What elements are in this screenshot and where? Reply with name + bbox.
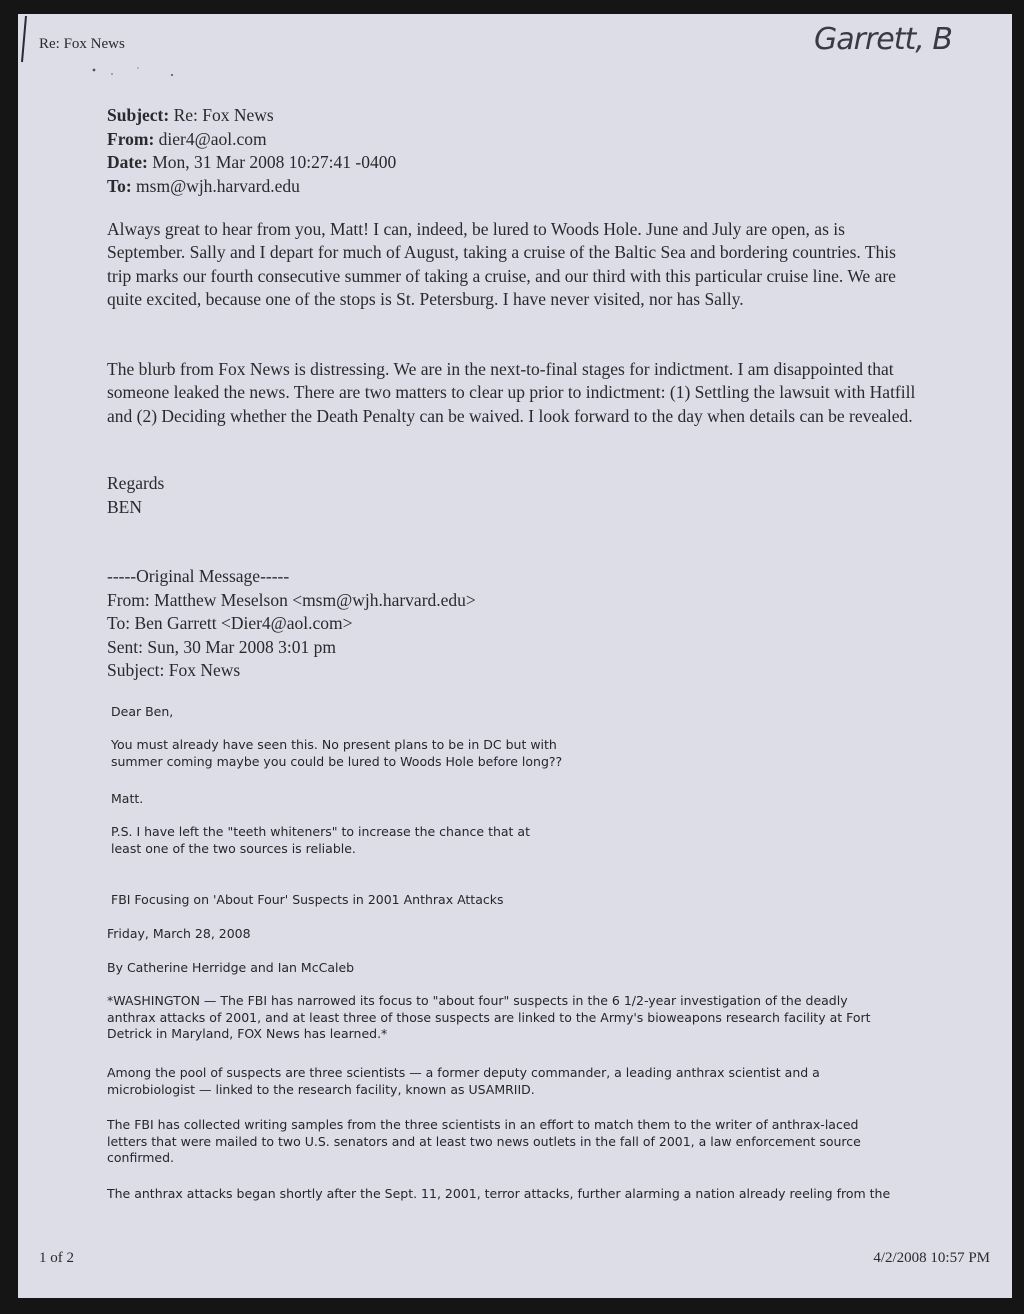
print-header-title: Re: Fox News	[39, 36, 125, 52]
to-line: To: msm@wjh.harvard.edu	[107, 175, 300, 196]
article-date: Friday, March 28, 2008	[107, 926, 251, 941]
original-ps: P.S. I have left the "teeth whiteners" to increase the chance that at least one of the two sources is reliable.	[111, 824, 530, 856]
original-message-headers	[107, 565, 476, 683]
date-line: Date: Mon, 31 Mar 2008 10:27:41 -0400	[107, 152, 397, 172]
signature: BEN	[107, 496, 142, 517]
original-subject: Subject: Fox News	[107, 660, 241, 680]
article-title: FBI Focusing on 'About Four' Suspects in 2001 Anthrax Attacks	[111, 892, 504, 907]
pen-mark	[20, 14, 28, 64]
article-paragraph-1: *WASHINGTON — The FBI has narrowed its focus to "about four" suspects in the 6 1/2-year investigation of the deadly anthrax attacks of 2001, and at least three of those suspects are linked to the Army's bioweapons research facility at Fort Detrick in Maryland, FOX News has learned.*	[107, 993, 871, 1041]
original-body: You must already have seen this. No present plans to be in DC but with summer coming maybe you could be lured to Woods Hole before long??	[111, 737, 563, 769]
subject-line: Subject: Re: Fox News	[107, 105, 274, 125]
original-greeting: Dear Ben,	[111, 704, 174, 719]
original-sent: Sent: Sun, 30 Mar 2008 3:01 pm	[107, 636, 336, 657]
original-divider: -----Original Message-----	[107, 566, 290, 586]
footer-page-number: 1 of 2	[39, 1250, 74, 1266]
footer-print-date: 4/2/2008 10:57 PM	[873, 1250, 990, 1266]
email-headers	[107, 104, 396, 198]
original-sign: Matt.	[111, 791, 144, 806]
from-line: From: dier4@aol.com	[107, 128, 267, 149]
handwritten-note: Garrett, B	[814, 22, 952, 57]
scan-specks	[90, 58, 210, 98]
email-paragraph-1: Always great to hear from you, Matt! I can, indeed, be lured to Woods Hole. June and July are open, as is September. Sally and I depart for much of August, taking a cruise of the Baltic Sea and bordering countries. This trip marks our fourth consecutive summer of taking a cruise, and our third with this particular cruise line. We are quite excited, because one of the stops is St. Petersburg. I have never visited, nor has Sally.	[107, 219, 896, 310]
document-page	[18, 14, 1012, 1298]
original-from: From: Matthew Meselson <msm@wjh.harvard.edu>	[107, 589, 476, 610]
original-to: To: Ben Garrett <Dier4@aol.com>	[107, 613, 353, 633]
article-paragraph-3: The FBI has collected writing samples from the three scientists in an effort to match them to the writer of anthrax-laced letters that were mailed to two U.S. senators and at least two news outlets in the fall of 2001, a law enforcement source confirmed.	[107, 1117, 861, 1165]
article-paragraph-4: The anthrax attacks began shortly after the Sept. 11, 2001, terror attacks, further alarming a nation already reeling from the	[107, 1186, 891, 1201]
article-byline: By Catherine Herridge and Ian McCaleb	[107, 960, 355, 975]
email-signoff	[107, 472, 164, 519]
email-paragraph-2: The blurb from Fox News is distressing. We are in the next-to-final stages for indictment. I am disappointed that someone leaked the news. There are two matters to clear up prior to indictment: (1) Settling the lawsuit with Hatfill and (2) Deciding whether the Death Penalty can be waived. I look forward to the day when details can be revealed.	[107, 359, 916, 426]
closing: Regards	[107, 473, 165, 493]
article-paragraph-2: Among the pool of suspects are three scientists — a former deputy commander, a leading anthrax scientist and a microbiologist — linked to the research facility, known as USAMRIID.	[107, 1065, 820, 1097]
